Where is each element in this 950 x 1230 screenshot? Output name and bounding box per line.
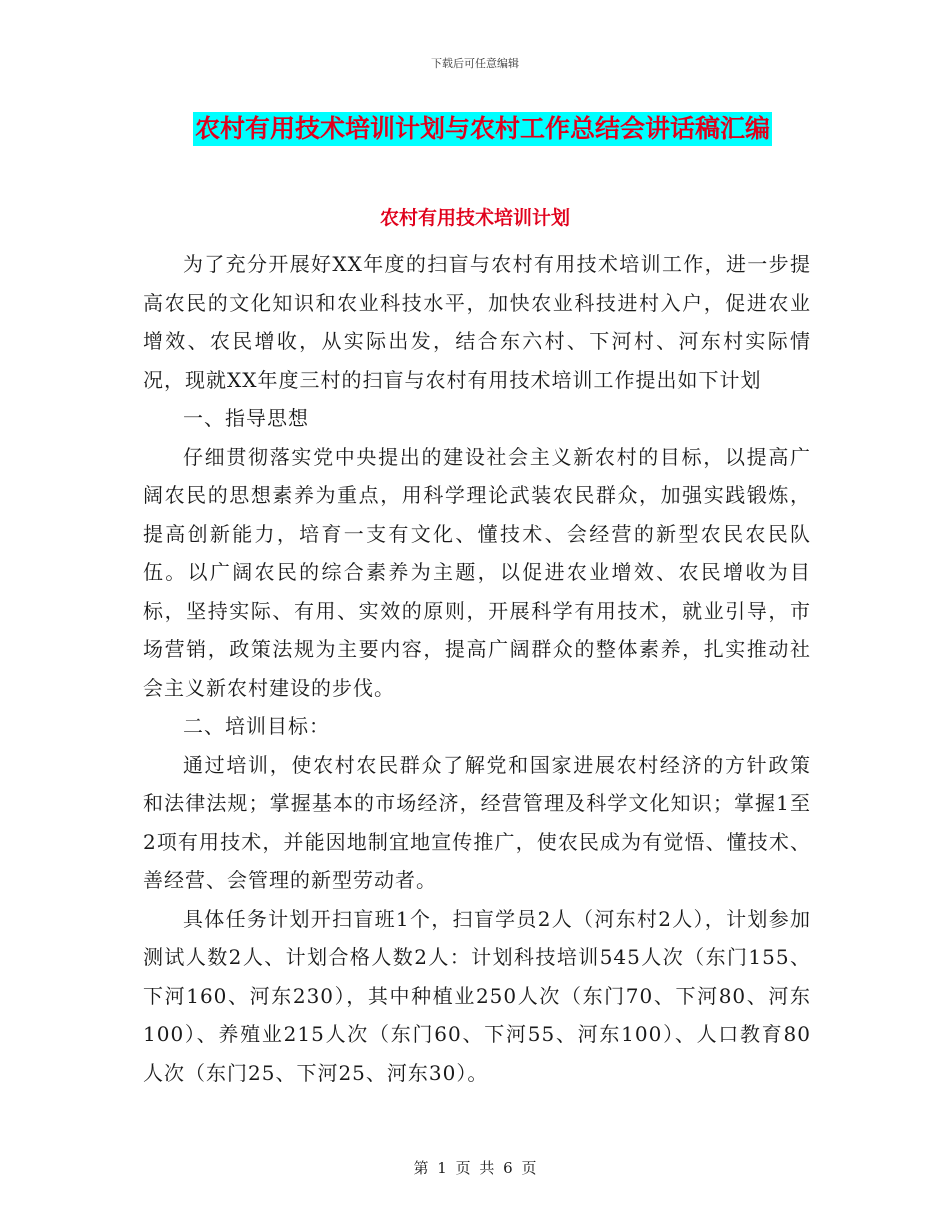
document-body xyxy=(143,245,811,1092)
heading-training-goals: 二、培训目标： xyxy=(183,714,330,738)
section-title: 农村有用技术培训计划 xyxy=(379,207,570,229)
document-title: 农村有用技术培训计划与农村工作总结会讲话稿汇编 xyxy=(193,112,772,146)
heading-guiding-ideology: 一、指导思想 xyxy=(183,406,309,430)
page-footer: 第 1 页 共 6 页 xyxy=(413,1159,537,1177)
paragraph-specific-tasks: 具体任务计划开扫盲班1个，扫盲学员2人（河东村2人），计划参加测试人数2人、计划合格人数2人：计划科技培训545人次（东门155、下河160、河东230），其中种植业250人次（东门70、下河80、河东100）、养殖业215人次（东门60、下河55、河东100）、人口教育80人次（东门25、下河25、河东30）。 xyxy=(143,906,811,1085)
paragraph-training-goals: 通过培训，使农村农民群众了解党和国家进展农村经济的方针政策和法律法规；掌握基本的市场经济，经营管理及科学文化知识；掌握1至2项有用技术，并能因地制宜地宣传推广，使农民成为有觉悟、懂技术、善经营、会管理的新型劳动者。 xyxy=(143,752,811,892)
page-header-note: 下载后可任意编辑 xyxy=(431,57,519,70)
paragraph-guiding-ideology: 仔细贯彻落实党中央提出的建设社会主义新农村的目标，以提高广阔农民的思想素养为重点，用科学理论武装农民群众，加强实践锻炼，提高创新能力，培育一支有文化、懂技术、会经营的新型农民农民队伍。以广阔农民的综合素养为主题，以促进农业增效、农民增收为目标，坚持实际、有用、实效的原则，开展科学有用技术，就业引导，市场营销，政策法规为主要内容，提高广阔群众的整体素养，扎实推动社会主义新农村建设的步伐。 xyxy=(143,444,811,700)
paragraph-intro: 为了充分开展好XX年度的扫盲与农村有用技术培训工作，进一步提高农民的文化知识和农业科技水平，加快农业科技进村入户，促进农业增效、农民增收，从实际出发，结合东六村、下河村、河东村实际情况，现就XX年度三村的扫盲与农村有用技术培训工作提出如下计划 xyxy=(143,252,811,392)
